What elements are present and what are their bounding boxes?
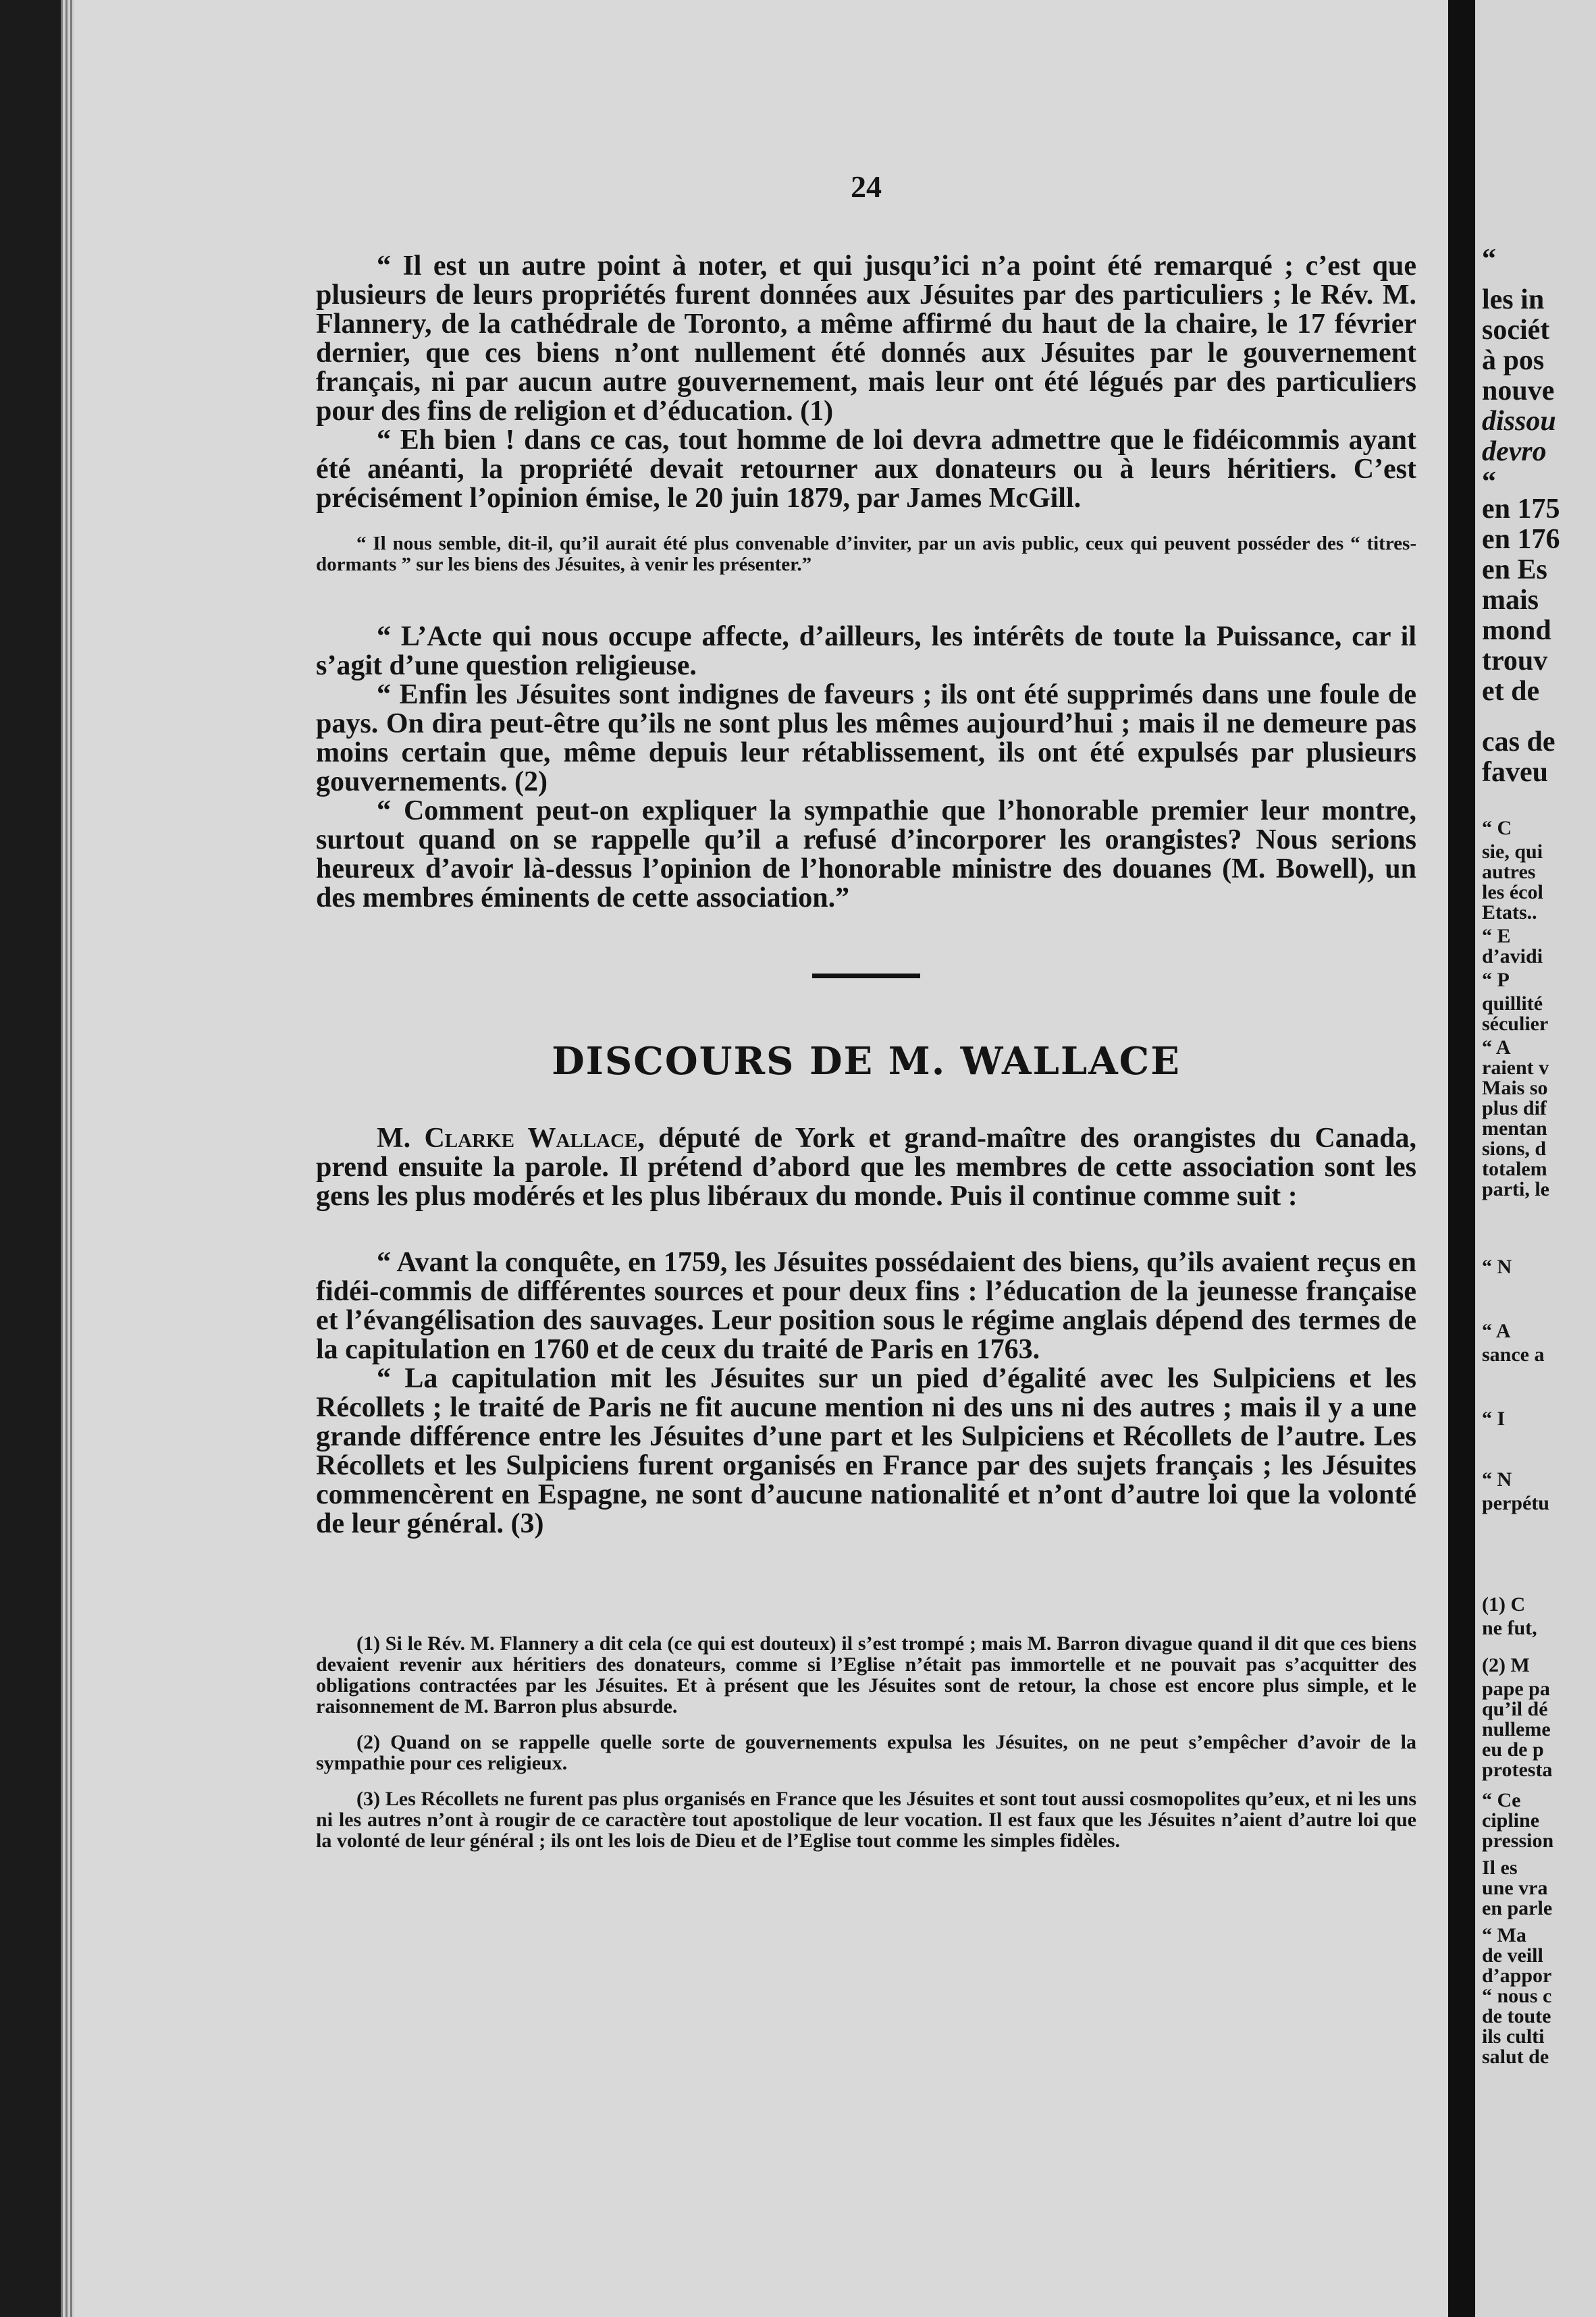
- next-page-fragment: de toute: [1482, 2005, 1551, 2027]
- next-page-fragment: “ P: [1482, 969, 1510, 991]
- next-page-fragment: une vra: [1482, 1877, 1548, 1899]
- section-heading: DISCOURS DE M. WALLACE: [552, 1039, 1181, 1084]
- next-page-fragment: parti, le: [1482, 1178, 1549, 1200]
- next-page-fragment: “: [1482, 467, 1496, 498]
- next-page-fragment: ne fut,: [1482, 1617, 1537, 1639]
- next-page-fragment: trouv: [1482, 645, 1548, 676]
- next-page-fragment: “ nous c: [1482, 1985, 1552, 2007]
- paragraph: “ La capitulation mit les Jésuites sur un pied d’égalité avec les Sulpiciens et les Récollets ; le traité de Paris ne fit aucune mention ni des uns ni des autres ; mais il y a une grande différence entre les Jésuites d’une part et les Sulpiciens et Récollets de l’autre. Les Récollets et les Sulpiciens furent organisés en France par des sujets français ; les Jésuites commencèrent en Espagne, ne sont d’aucune nationalité et n’ont d’autre loi que la volonté de leur général. (3): [316, 1363, 1416, 1539]
- page-number: 24: [851, 169, 882, 204]
- next-page-fragment: quillité: [1482, 992, 1543, 1015]
- paragraph: “ Il est un autre point à noter, et qui jusqu’ici n’a point été remarqué ; c’est que plusieurs de leurs propriétés furent données aux Jésuites par des particuliers ; le Rév. M. Flannery, de la cathédrale de Toronto, a même affirmé du haut de la chaire, le 17 février dernier, que ces biens n’ont nullement été donnés aux Jésuites par le gouvernement français, ni par aucun autre gouvernement, mais leur ont été légués par des particuliers pour des fins de religion et d’éducation. (1): [316, 250, 1416, 427]
- next-page-fragment: cas de: [1482, 726, 1555, 757]
- intro-text: , député de York et grand-maître des orangistes du Canada, prend ensuite la parole. Il prétend d’abord que les membres de cette association sont les gens les plus modérés et les plus libéraux du monde. Puis il continue comme suit :: [316, 1123, 1416, 1212]
- next-page-fragment: (1) C: [1482, 1593, 1526, 1616]
- next-page-fragment: raient v: [1482, 1057, 1549, 1079]
- next-page-fragment: sance a: [1482, 1343, 1545, 1366]
- footnotes: [316, 1633, 1416, 1851]
- next-page-fragment: les in: [1482, 284, 1545, 315]
- next-page-fragment: autres: [1482, 861, 1536, 883]
- next-page-fragment: en 175: [1482, 494, 1560, 525]
- next-page-fragment: “ N: [1482, 1256, 1512, 1278]
- intro-paragraph: [316, 1124, 1416, 1211]
- section-divider: [812, 974, 920, 978]
- text-column: [316, 169, 1416, 1866]
- next-page-fragment: “ E: [1482, 925, 1511, 947]
- next-page-fragment: sie, qui: [1482, 841, 1543, 863]
- next-page-fragment: les écol: [1482, 881, 1543, 903]
- next-page-fragment: “ N: [1482, 1468, 1512, 1491]
- book-gutter: [1448, 0, 1475, 2317]
- next-page-fragment: mentan: [1482, 1117, 1547, 1140]
- next-page-fragment: pression: [1482, 1830, 1554, 1852]
- next-page-fragment: en parle: [1482, 1897, 1553, 1919]
- next-page-fragment: totalem: [1482, 1158, 1547, 1180]
- paragraph: “ Enfin les Jésuites sont indignes de faveurs ; ils ont été supprimés dans une foule de pays. On dira peut-être qu’ils ne sont plus les mêmes aujourd’hui ; mais il ne demeure pas moins certain que, même depuis leur rétablissement, ils ont été expulsés par plusieurs gouvernements. (2): [316, 679, 1416, 797]
- next-page-strip: [1475, 0, 1596, 2317]
- next-page-fragment: faveu: [1482, 757, 1548, 788]
- next-page-fragment: mond: [1482, 615, 1551, 646]
- footnote: (3) Les Récollets ne furent pas plus organisés en France que les Jésuites et sont tout aussi cosmopolites qu’eux, et ni les uns ni les autres n’ont à rougir de ce caractère tout apostolique de leur vocation. Il est faux que les Jésuites n’aient d’autre loi que la volonté de leur général ; ils ont les lois de Dieu et de l’Eglise tout comme les simples fidèles.: [316, 1788, 1416, 1852]
- next-page-fragment: Etats..: [1482, 901, 1537, 924]
- next-page-fragment: dissou: [1482, 406, 1556, 437]
- next-page-fragment: “ Ce: [1482, 1789, 1521, 1811]
- next-page-fragment: plus dif: [1482, 1097, 1547, 1119]
- next-page-fragment: ils culti: [1482, 2025, 1545, 2048]
- next-page-fragment: Il es: [1482, 1857, 1518, 1879]
- next-page-fragment: qu’il dé: [1482, 1698, 1548, 1720]
- quoted-note: “ Il nous semble, dit-il, qu’il aurait été plus convenable d’inviter, par un avis public, ceux qui peuvent posséder des “ titres-dormants ” sur les biens des Jésuites, à venir les présenter.”: [316, 533, 1416, 575]
- paragraph: “ Avant la conquête, en 1759, les Jésuites possédaient des biens, qu’ils avaient reçus en fidéi-commis de différentes sources et pour deux fins : l’éducation de la jeunesse française et l’évangélisation des sauvages. Leur position sous le régime anglais dépend des termes de la capitulation en 1760 et de ceux du traité de Paris en 1763.: [316, 1247, 1416, 1365]
- next-page-fragment: à pos: [1482, 345, 1545, 376]
- next-page-fragment: mais: [1482, 585, 1539, 616]
- next-page-fragment: devro: [1482, 436, 1547, 467]
- next-page-fragment: sociét: [1482, 315, 1550, 346]
- paragraph-gap: [316, 1211, 1416, 1248]
- next-page-fragment: en Es: [1482, 554, 1547, 585]
- next-page-fragment: en 176: [1482, 524, 1560, 555]
- next-page-fragment: et de: [1482, 676, 1540, 707]
- footnote: (2) Quand on se rappelle quelle sorte de gouvernements expulsa les Jésuites, on ne peut s’empêcher d’avoir de la sympathie pour ces religieux.: [316, 1731, 1416, 1774]
- next-page-fragment: “ C: [1482, 817, 1512, 839]
- speaker-name: M. Clarke Wallace: [377, 1123, 638, 1154]
- next-page-fragment: perpétu: [1482, 1492, 1549, 1514]
- paragraph: “ L’Acte qui nous occupe affecte, d’ailleurs, les intérêts de toute la Puissance, car il s’agit d’une question religieuse.: [316, 621, 1416, 681]
- next-page-fragment: “ A: [1482, 1320, 1511, 1342]
- next-page-fragment: nulleme: [1482, 1718, 1551, 1740]
- next-page-fragment: eu de p: [1482, 1738, 1544, 1761]
- next-page-fragment: Mais so: [1482, 1077, 1548, 1099]
- next-page-fragment: “: [1482, 244, 1496, 275]
- next-page-fragment: nouve: [1482, 375, 1555, 406]
- paragraph: “ Comment peut-on expliquer la sympathie que l’honorable premier leur montre, surtout quand on se rappelle qu’il a refusé d’incorporer les orangistes? Nous serions heureux d’avoir là-dessus l’opinion de l’honorable ministre des douanes (M. Bowell), un des membres éminents de cette association.”: [316, 795, 1416, 913]
- next-page-fragment: cipline: [1482, 1809, 1540, 1832]
- next-page-fragment: de veill: [1482, 1944, 1543, 1967]
- next-page-fragment: d’avidi: [1482, 945, 1543, 967]
- next-page-fragment: sions, d: [1482, 1138, 1547, 1160]
- paragraph: “ Eh bien ! dans ce cas, tout homme de loi devra admettre que le fidéicommis ayant été anéanti, la propriété devait retourner aux donateurs ou à leurs héritiers. C’est précisément l’opinion émise, le 20 juin 1879, par James McGill.: [316, 425, 1416, 514]
- next-page-fragment: séculier: [1482, 1013, 1549, 1035]
- next-page-fragment: protesta: [1482, 1759, 1553, 1781]
- next-page-fragment: “ Ma: [1482, 1924, 1526, 1946]
- next-page-fragment: “ I: [1482, 1408, 1506, 1430]
- next-page-fragment: salut de: [1482, 2046, 1549, 2068]
- next-page-fragment: “ A: [1482, 1036, 1511, 1059]
- next-page-fragment: d’appor: [1482, 1965, 1552, 1987]
- next-page-fragment: pape pa: [1482, 1678, 1550, 1700]
- next-page-fragment: (2) M: [1482, 1654, 1530, 1676]
- footnote: (1) Si le Rév. M. Flannery a dit cela (ce qui est douteux) il s’est trompé ; mais M. Barron divague quand il dit que ces biens devaient revenir aux héritiers des donateurs, comme si l’Eglise n’était pas immortelle et ne pouvait pas s’acquitter des obligations contractées par les Jésuites. Et à présent que les Jésuites sont de retour, la chose est encore plus simple, et le raisonnement de M. Barron plus absurde.: [316, 1632, 1416, 1717]
